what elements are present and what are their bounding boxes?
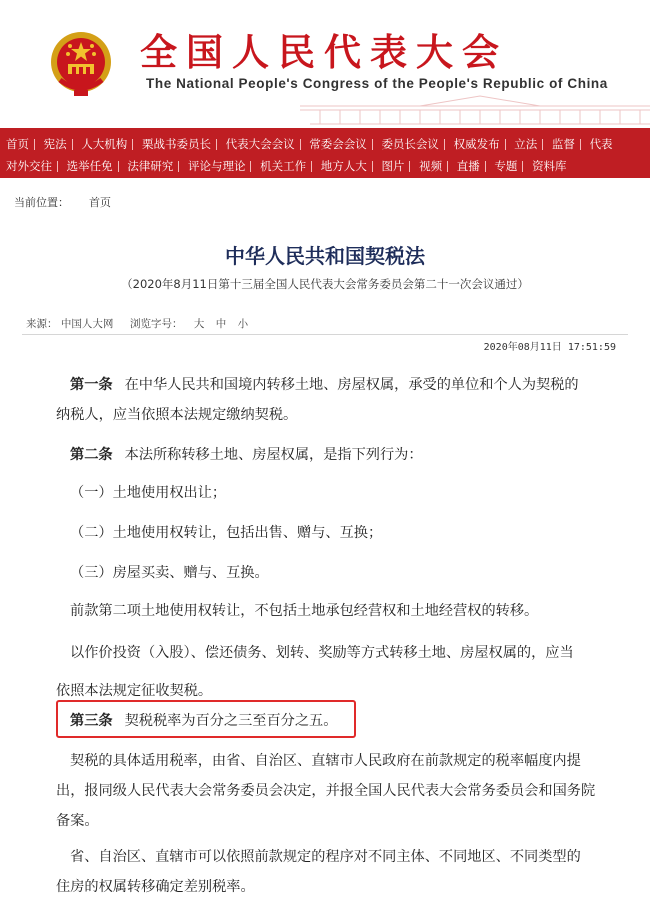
paragraph-text: 本法所称转移土地、房屋权属，是指下列行为： (124, 447, 423, 463)
font-size-medium-link[interactable]: 中 (215, 318, 227, 330)
article-paragraph-line (70, 440, 598, 470)
article-paragraph-line (70, 518, 598, 548)
paragraph-text: 住房的权属转移确定差别税率。 (56, 879, 255, 895)
site-header (0, 0, 650, 128)
article-paragraph-line (70, 746, 598, 776)
article-subtitle: （2020年8月11日第十三届全国人民代表大会常务委员会第二十一次会议通过） (121, 277, 529, 291)
paragraph-text: （二）土地使用权转让，包括出售、赠与、互换； (70, 525, 383, 541)
article-paragraph-line (56, 806, 584, 836)
nav-legislation[interactable]: 立法 (514, 137, 538, 151)
nav-standing-committee-sessions[interactable]: 常委会会议 (309, 137, 367, 151)
nav-row-1 (6, 133, 613, 155)
article-paragraph-line (70, 370, 598, 400)
article-number-label: 第三条 (70, 713, 113, 729)
article-title: 中华人民共和国契税法 (225, 244, 425, 268)
nav-official-release[interactable]: 权威发布 (453, 137, 500, 151)
paragraph-text: 出，报同级人民代表大会常务委员会决定，并报全国人民代表大会常务委员会和国务院 (56, 783, 596, 799)
article-paragraph-line (70, 558, 598, 588)
nav-office-work[interactable]: 机关工作 (260, 159, 307, 173)
nav-deputies[interactable]: 代表 (589, 137, 613, 151)
nav-row-2 (6, 155, 567, 177)
national-emblem-icon (46, 24, 116, 102)
nav-local-congress[interactable]: 地方人大 (320, 159, 367, 173)
paragraph-text: 依照本法规定征收契税。 (56, 683, 213, 699)
paragraph-text: 前款第二项土地使用权转让，不包括土地承包经营权和土地经营权的转移。 (70, 603, 539, 619)
nav-supervision[interactable]: 监督 (551, 137, 575, 151)
article-paragraph-line (70, 596, 598, 626)
nav-live[interactable]: 直播 (456, 159, 480, 173)
nav-foreign-exchanges[interactable]: 对外交往 (6, 159, 52, 173)
paragraph-text: 在中华人民共和国境内转移土地、房屋权属，承受的单位和个人为契税的 (124, 377, 579, 393)
font-size-small-link[interactable]: 小 (237, 318, 249, 330)
paragraph-text: （三）房屋买卖、赠与、互换。 (70, 565, 269, 581)
nav-chairmen-council[interactable]: 委员长会议 (381, 137, 439, 151)
nav-videos[interactable]: 视频 (419, 159, 443, 173)
article-paragraph-line (56, 400, 584, 430)
source-value: 中国人大网 (60, 318, 114, 330)
nav-pictures[interactable]: 图片 (381, 159, 405, 173)
nav-chairman[interactable]: 栗战书委员长 (141, 137, 211, 151)
paragraph-text: 纳税人，应当依照本法规定缴纳契税。 (56, 407, 298, 423)
article-meta-bar (22, 310, 628, 335)
nav-npc-institutions[interactable]: 人大机构 (81, 137, 128, 151)
breadcrumb (14, 194, 131, 210)
nav-commentary-theory[interactable]: 评论与理论 (187, 159, 246, 173)
publish-timestamp: 2020年08月11日 17:51:59 (483, 342, 616, 353)
article-paragraph-line (56, 776, 596, 806)
breadcrumb-home-link[interactable]: 首页 (89, 196, 111, 209)
font-size-large-link[interactable]: 大 (193, 318, 205, 330)
nav-congress-sessions[interactable]: 代表大会会议 (225, 137, 295, 151)
article-paragraph-line (70, 638, 598, 668)
article-paragraph-line (56, 872, 584, 902)
article-number-label: 第一条 (70, 377, 113, 393)
great-hall-building-icon (300, 94, 650, 128)
nav-topics[interactable]: 专题 (494, 159, 518, 173)
breadcrumb-label: 当前位置： (14, 196, 69, 209)
article-meta (26, 316, 248, 331)
highlight-box (56, 700, 356, 738)
nav-home[interactable]: 首页 (6, 137, 29, 151)
site-title: 全国人民代表大会 (140, 30, 508, 74)
nav-database[interactable]: 资料库 (532, 159, 567, 173)
paragraph-text: （一）土地使用权出让； (70, 485, 227, 501)
font-size-label: 浏览字号： (130, 318, 183, 330)
article-number-label: 第二条 (70, 447, 113, 463)
paragraph-text: 契税税率为百分之三至百分之五。 (124, 713, 338, 729)
paragraph-text: 备案。 (56, 813, 99, 829)
nav-constitution[interactable]: 宪法 (43, 137, 67, 151)
site-subtitle: The National People's Congress of the People's Republic of China (146, 76, 608, 91)
nav-elections-appointments[interactable]: 选举任免 (66, 159, 113, 173)
paragraph-text: 以作价投资（入股）、偿还债务、划转、奖励等方式转移土地、房屋权属的，应当 (70, 645, 574, 661)
paragraph-text: 契税的具体适用税率，由省、自治区、直辖市人民政府在前款规定的税率幅度内提 (70, 753, 581, 769)
article-paragraph-line (70, 842, 598, 872)
article-paragraph-line (70, 478, 598, 508)
paragraph-text: 省、自治区、直辖市可以依照前款规定的程序对不同主体、不同地区、不同类型的 (70, 849, 581, 865)
nav-legal-research[interactable]: 法律研究 (127, 159, 174, 173)
source-label: 来源： (26, 318, 58, 330)
main-nav (0, 128, 650, 178)
